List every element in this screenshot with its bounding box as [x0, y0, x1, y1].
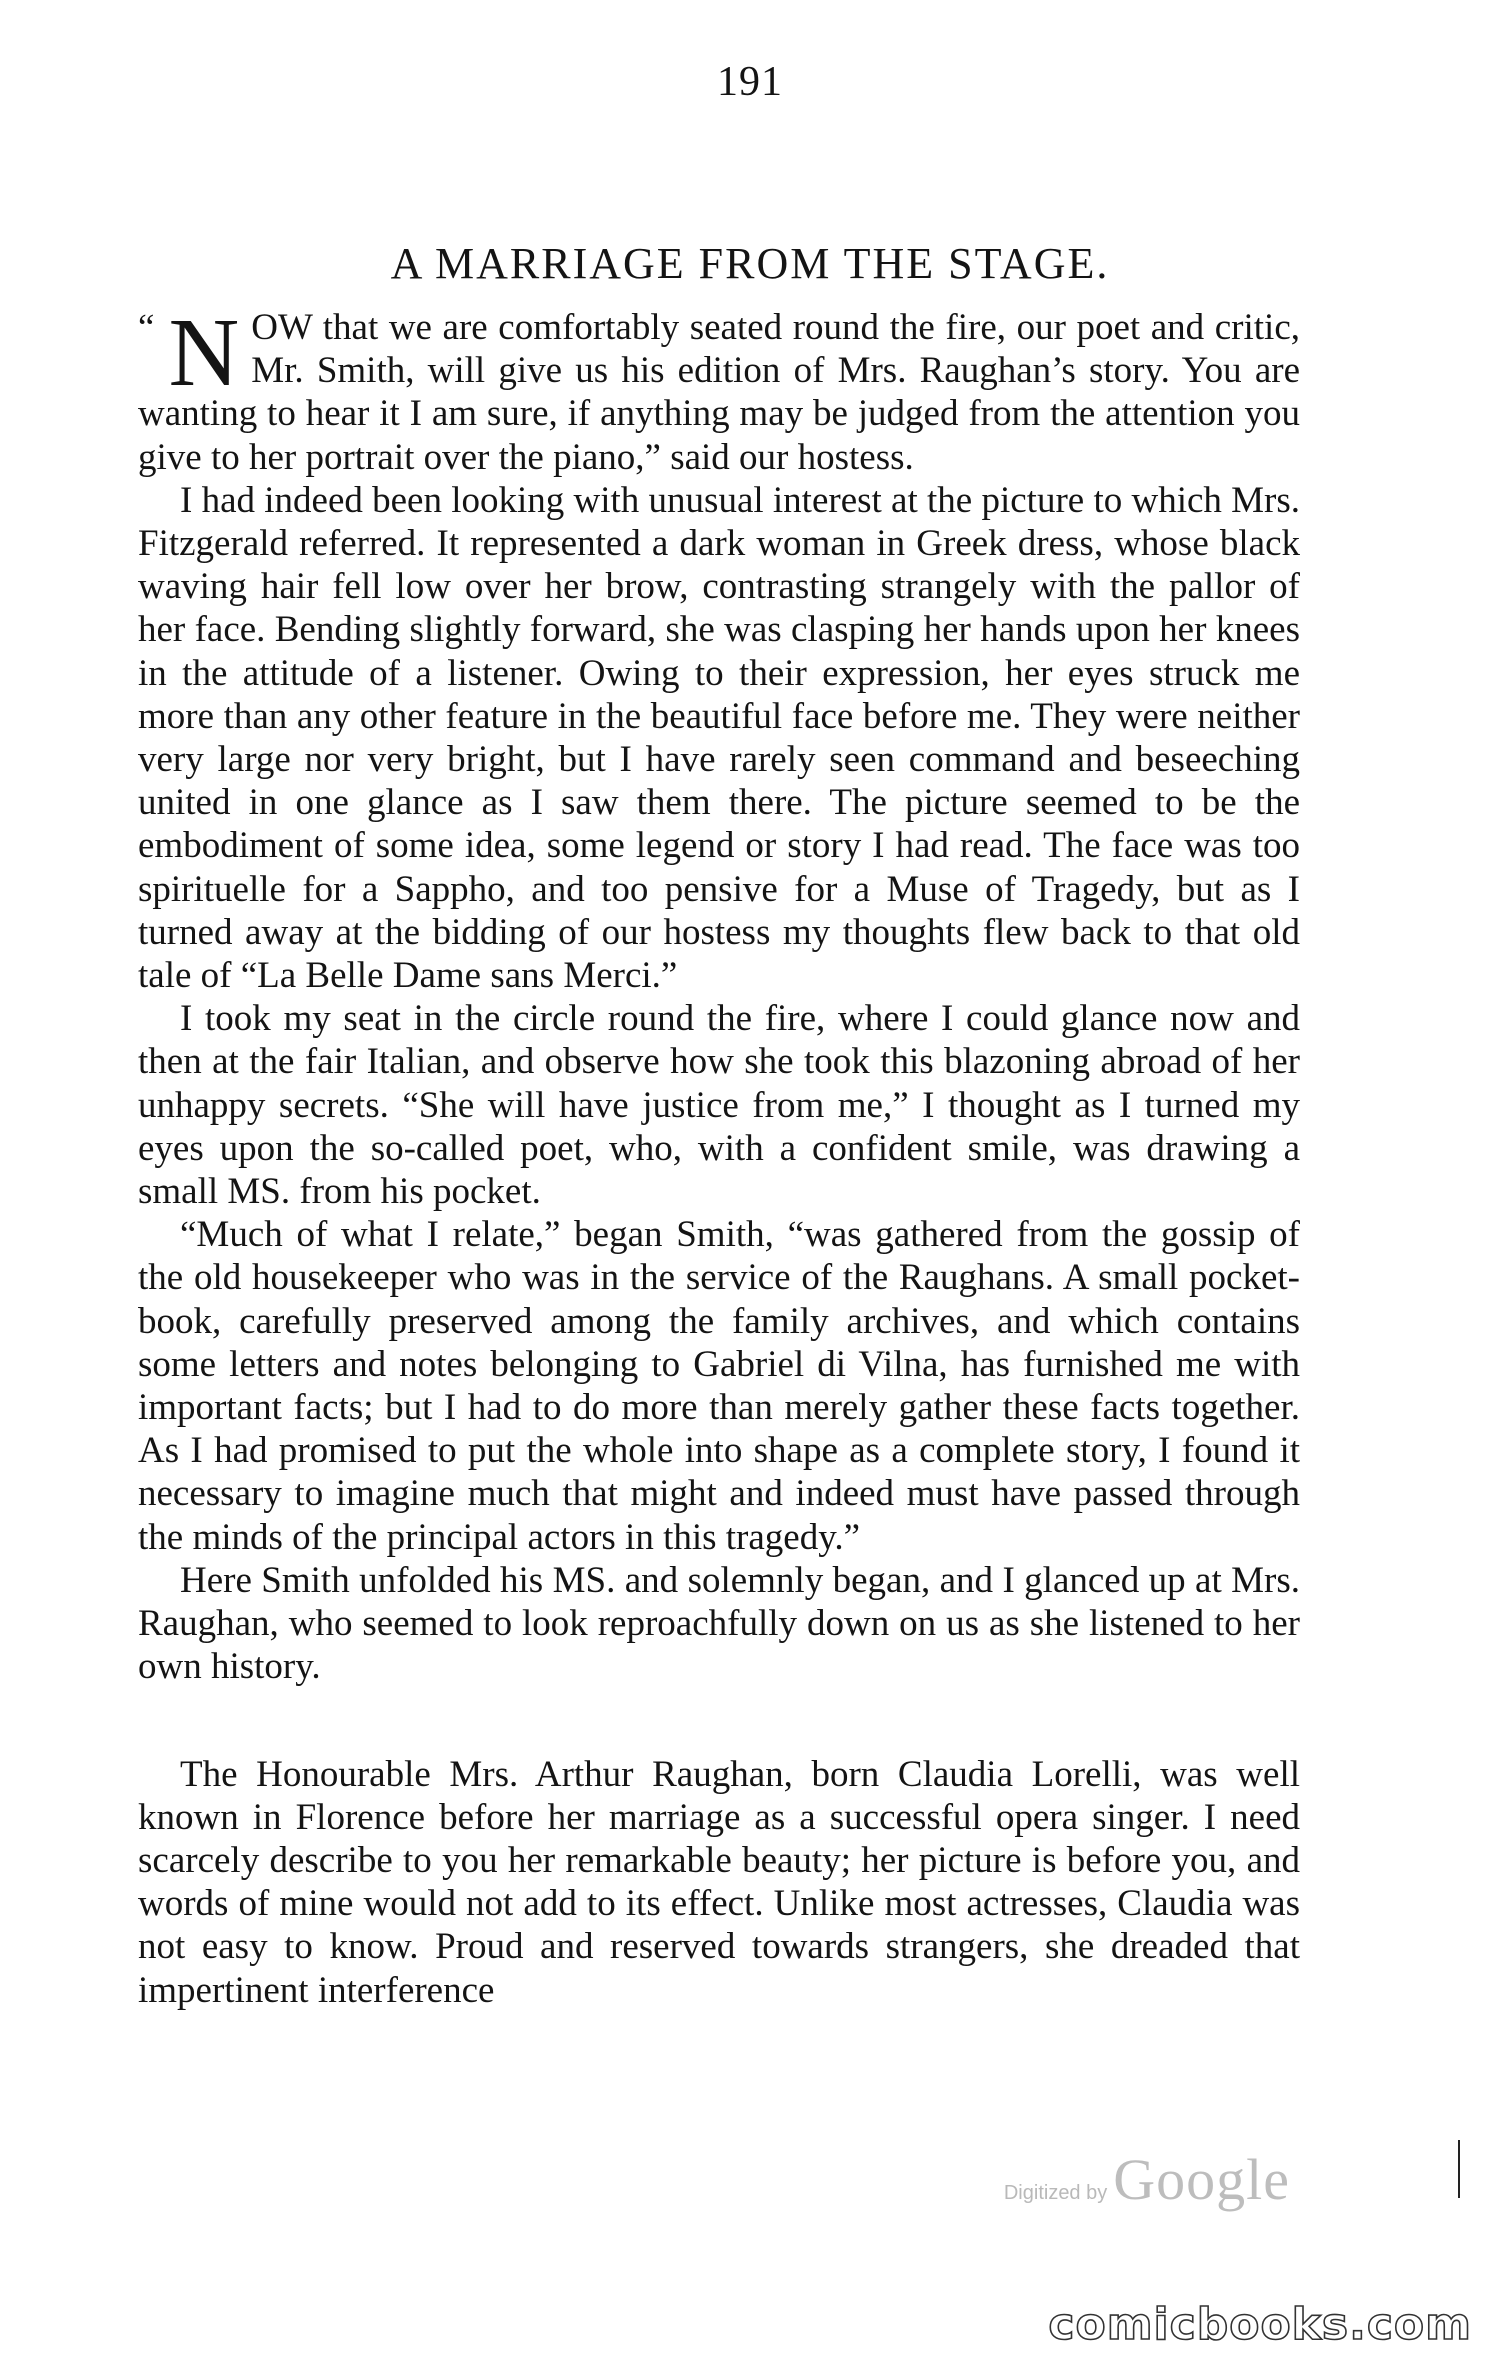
opening-quote-mark: “ [138, 307, 155, 348]
paragraph: I had indeed been looking with unusual interest at the picture to which Mrs. Fitzgerald referred. It represented a dark woman in Greek dress, whose black waving hair fell low over her brow, contrasting strangely with the pallor of her face. Bending slightly forward, she was clasping her hands upon her knees in the attitude of a listener. Owing to their expression, her eyes struck me more than any other feature in the beautiful face before me. They were neither very large nor very bright, but I have rarely seen command and beseeching united in one glance as I saw them there. The picture seemed to be the embodiment of some idea, some legend or story I had read. The face was too spirituelle for a Sappho, and too pensive for a Muse of Tragedy, but as I turned away at the bidding of our hostess my thoughts flew back to that old tale of “La Belle Dame sans Merci.” [138, 479, 1301, 997]
page-edge-mark [1458, 2140, 1460, 2198]
chapter-title: A MARRIAGE FROM THE STAGE. [390, 239, 1110, 288]
paragraph-opening [138, 299, 1300, 479]
paragraph-section-start: The Honourable Mrs. Arthur Raughan, born Claudia Lorelli, was well known in Florence before her marriage as a successful opera singer. I need scarcely describe to you her remarkable beauty; her picture is before you, and words of mine would not add to its effect. Unlike most actresses, Claudia was not easy to know. Proud and reserved towards strangers, she dreaded that impertinent interference [138, 1753, 1300, 2011]
digitized-by-google-mark [1004, 2146, 1290, 2213]
site-watermark: comicbooks.com [1048, 2299, 1472, 2350]
paragraph: “Much of what I relate,” began Smith, “was gathered from the gossip of the old housekeeper who was in the service of the Raughans. A small pocket-book, carefully preserved among the family archives, and which contains some letters and notes belonging to Gabriel di Vilna, has furnished me with important facts; but I had to do more than merely gather these facts together. As I had promised to put the whole into shape as a complete story, I found it necessary to imagine much that might and indeed must have passed through the minds of the principal actors in this tragedy.” [138, 1214, 1300, 1558]
page-number: 191 [717, 59, 783, 105]
digitized-label: Digitized by [1003, 2182, 1108, 2204]
paragraph: Here Smith unfolded his MS. and solemnly began, and I glanced up at Mrs. Raughan, who seemed to look reproachfully down on us as she listened to her own history. [138, 1559, 1300, 1688]
google-logo-text: Google [1113, 2147, 1290, 2212]
paragraph-opening-text: OW that we are comfortably seated round the fire, our poet and critic, Mr. Smith, will give us his edition of Mrs. Raughan’s story. You are wanting to hear it I am sure, if anything may be judged from the attention you give to her portrait over the piano,” said our hostess. [138, 307, 1300, 478]
body-text [138, 299, 1301, 2012]
drop-cap: N [168, 299, 240, 407]
paragraph: I took my seat in the circle round the fire, where I could glance now and then at the fair Italian, and observe how she took this blazoning abroad of her unhappy secrets. “She will have justice from me,” I thought as I turned my eyes upon the so-called poet, who, with a confident smile, was drawing a small MS. from his pocket. [138, 998, 1300, 1213]
